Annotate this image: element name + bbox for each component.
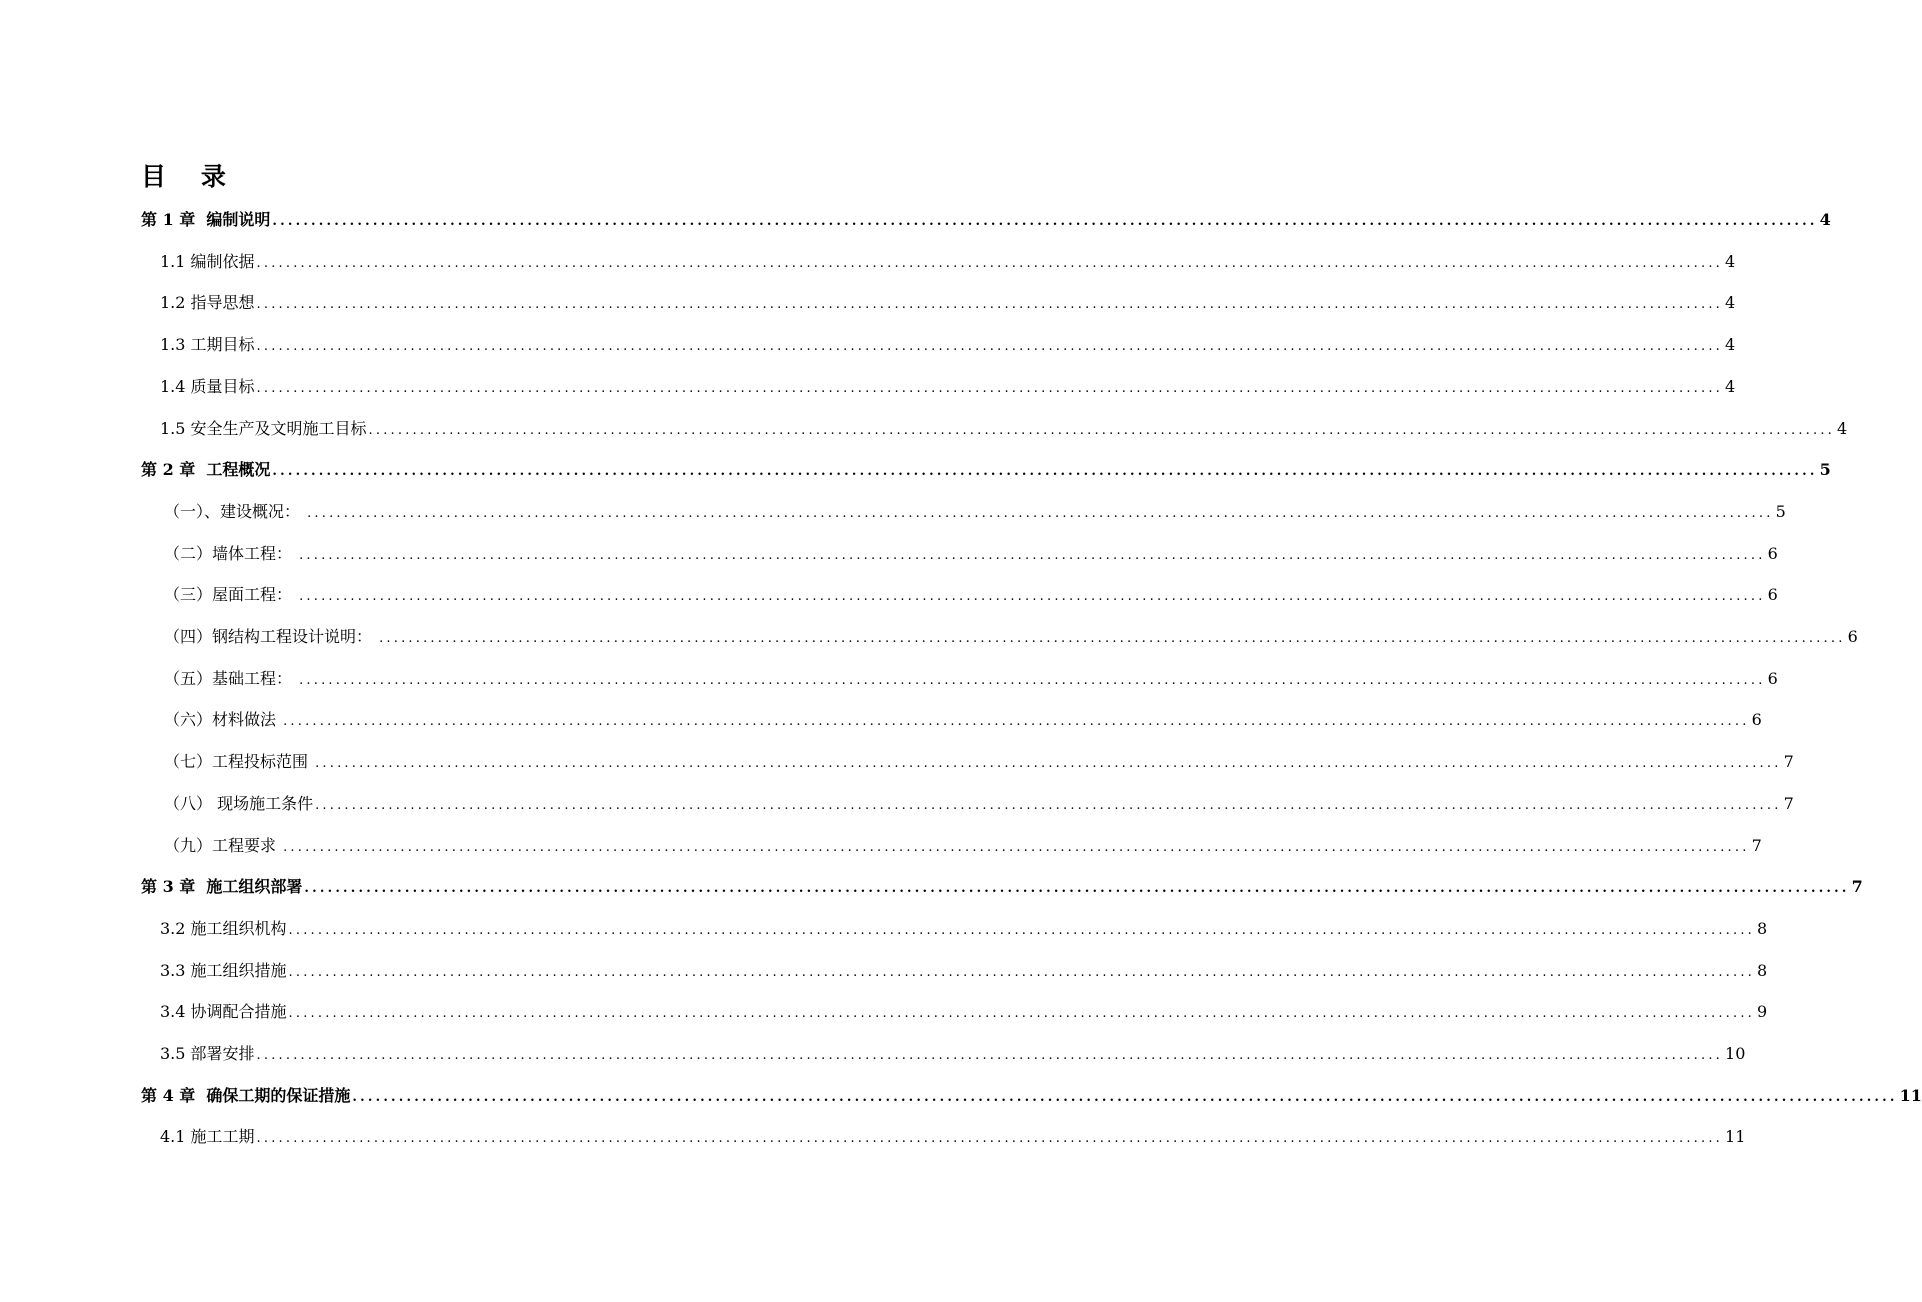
toc-entry-page: 7: [1783, 793, 1794, 813]
toc-entry-label: 1.1 编制依据: [160, 251, 255, 271]
toc-leader-dots: ........................................................................................................................................................................................................: [299, 672, 1766, 688]
toc-entry[interactable]: [160, 914, 1768, 944]
toc-entry-page: 11: [1899, 1085, 1922, 1105]
toc-entry-label: （二）墙体工程：: [164, 543, 298, 563]
toc-entry-page: 4: [1819, 210, 1831, 229]
toc-leader-dots: ........................................................................................................................................................................................................: [368, 422, 1836, 438]
toc-leader-dots: ........................................................................................................................................................................................................: [256, 1048, 1724, 1063]
toc-entry[interactable]: [160, 247, 1736, 277]
toc-entry-label: （三）屋面工程：: [164, 585, 298, 605]
toc-entry[interactable]: [160, 288, 1736, 318]
toc-entry-page: 4: [1725, 376, 1736, 396]
toc-leader-dots: ........................................................................................................................................................................................................: [315, 797, 1782, 813]
toc-entry-label: （八） 现场施工条件: [164, 793, 314, 813]
toc-entry-label: 1.4 质量目标: [160, 376, 255, 396]
toc-entry-label: 第 2 章 工程概况: [141, 460, 271, 480]
toc-leader-dots: ........................................................................................................................................................................................................: [315, 756, 1782, 772]
toc-leader-dots: ........................................................................................................................................................................................................: [379, 631, 1846, 646]
toc-leader-dots: ........................................................................................................................................................................................................: [256, 380, 1724, 396]
toc-entry-label: 3.4 协调配合措施: [160, 1002, 287, 1022]
toc-leader-dots: ........................................................................................................................................................................................................: [288, 922, 1756, 938]
toc-entry[interactable]: [164, 622, 1858, 652]
toc-entry[interactable]: [160, 1122, 1746, 1152]
toc-leader-dots: ........................................................................................................................................................................................................: [272, 214, 1818, 229]
toc-entry-page: 4: [1725, 293, 1736, 313]
toc-entry-label: 3.2 施工组织机构: [160, 918, 287, 938]
toc-leader-dots: ........................................................................................................................................................................................................: [256, 255, 1724, 271]
toc-entry[interactable]: [164, 705, 1762, 735]
toc-entry-page: 6: [1767, 543, 1778, 563]
toc-entry-label: 3.5 部署安排: [160, 1044, 255, 1063]
toc-entry-page: 4: [1725, 251, 1736, 271]
toc-entry-label: 3.3 施工组织措施: [160, 960, 287, 980]
toc-entry-label: 1.3 工期目标: [160, 335, 255, 355]
toc-leader-dots: ........................................................................................................................................................................................................: [307, 505, 1774, 521]
toc-entry-label: 第 4 章 确保工期的保证措施: [141, 1085, 351, 1105]
toc-entry[interactable]: [141, 1081, 1922, 1111]
toc-entry-label: （七）工程投标范围: [164, 752, 314, 772]
toc-leader-dots: ........................................................................................................................................................................................................: [256, 1131, 1724, 1147]
toc-entry-page: 4: [1837, 418, 1848, 438]
toc-entry[interactable]: [141, 872, 1863, 902]
toc-entry-page: 6: [1751, 710, 1762, 730]
toc-leader-dots: ........................................................................................................................................................................................................: [352, 1089, 1898, 1105]
toc-entry-page: 7: [1751, 835, 1762, 855]
toc-leader-dots: ........................................................................................................................................................................................................: [283, 839, 1750, 855]
toc-entry[interactable]: [164, 580, 1778, 610]
toc-entry-label: （六）材料做法: [164, 710, 282, 730]
toc-entry-page: 6: [1847, 627, 1858, 646]
toc-entry-page: 4: [1725, 335, 1736, 355]
toc-entry-label: 4.1 施工工期: [160, 1127, 255, 1147]
toc-entry-page: 7: [1783, 752, 1794, 772]
toc-entry[interactable]: [164, 664, 1778, 694]
toc-entry-page: 7: [1851, 877, 1863, 897]
toc-leader-dots: ........................................................................................................................................................................................................: [299, 589, 1766, 605]
toc-entry-page: 8: [1757, 960, 1768, 980]
toc-entry[interactable]: [160, 414, 1848, 444]
toc-entry[interactable]: [164, 497, 1786, 527]
toc-entry-page: 5: [1775, 501, 1786, 521]
toc-leader-dots: ........................................................................................................................................................................................................: [304, 881, 1850, 897]
toc-entry-label: （四）钢结构工程设计说明：: [164, 627, 378, 646]
toc-entry-label: 第 3 章 施工组织部署: [141, 877, 303, 897]
toc-leader-dots: ........................................................................................................................................................................................................: [272, 464, 1818, 480]
toc-entry-label: （一）、建设概况：: [164, 501, 306, 521]
toc-entry[interactable]: [141, 205, 1831, 235]
toc-entry[interactable]: [160, 372, 1736, 402]
toc-entry[interactable]: [160, 330, 1736, 360]
toc-leader-dots: ........................................................................................................................................................................................................: [288, 1006, 1756, 1022]
toc-title: 目 录: [141, 162, 226, 191]
toc-entry-page: 11: [1725, 1127, 1746, 1147]
toc-entry-page: 6: [1767, 668, 1778, 688]
toc-leader-dots: ........................................................................................................................................................................................................: [288, 964, 1756, 980]
toc-entry[interactable]: [164, 539, 1778, 569]
toc-leader-dots: ........................................................................................................................................................................................................: [256, 297, 1724, 313]
toc-entry[interactable]: [160, 1039, 1746, 1069]
toc-leader-dots: ........................................................................................................................................................................................................: [256, 339, 1724, 355]
toc-entry-page: 6: [1767, 585, 1778, 605]
toc-entry[interactable]: [164, 789, 1794, 819]
toc-entry[interactable]: [160, 997, 1768, 1027]
toc-entry[interactable]: [164, 747, 1794, 777]
toc-entry-label: 1.5 安全生产及文明施工目标: [160, 418, 367, 438]
toc-entry-page: 10: [1725, 1044, 1746, 1063]
toc-entry-page: 9: [1757, 1002, 1768, 1022]
toc-entry[interactable]: [164, 831, 1762, 861]
toc-entry-label: （九）工程要求: [164, 835, 282, 855]
toc-leader-dots: ........................................................................................................................................................................................................: [283, 714, 1750, 730]
toc-leader-dots: ........................................................................................................................................................................................................: [299, 547, 1766, 563]
toc-entry-label: 第 1 章 编制说明: [141, 210, 271, 229]
toc-entry[interactable]: [141, 455, 1831, 485]
toc-entry-label: 1.2 指导思想: [160, 293, 255, 313]
toc-entry-page: 5: [1819, 460, 1831, 480]
toc-entry-page: 8: [1757, 918, 1768, 938]
toc-entry-label: （五）基础工程：: [164, 668, 298, 688]
toc-entry[interactable]: [160, 956, 1768, 986]
